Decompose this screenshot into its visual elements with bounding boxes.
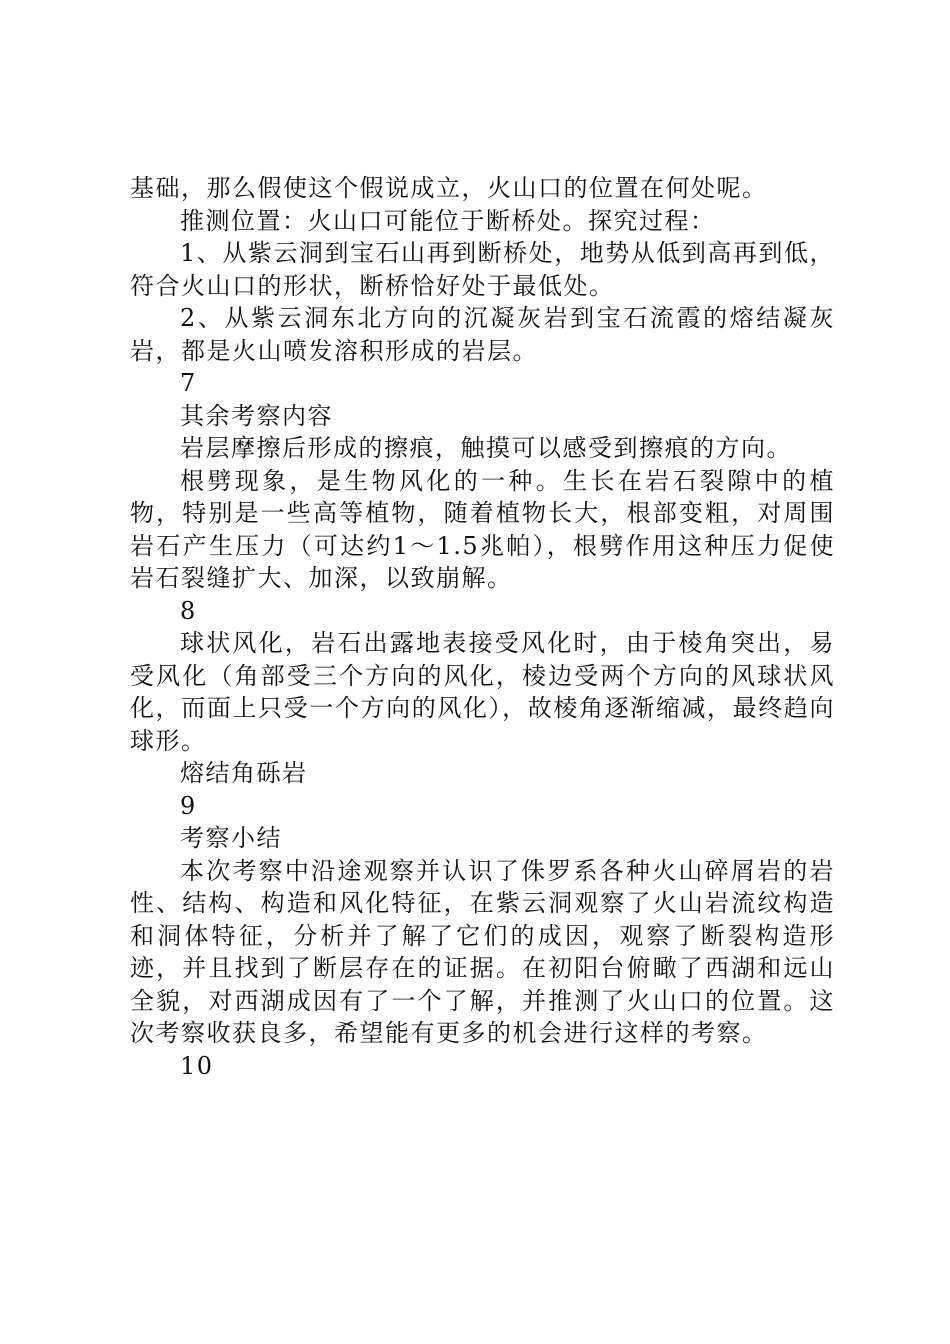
paragraph-reason-1: 1、从紫云洞到宝石山再到断桥处，地势从低到高再到低，符合火山口的形状，断桥恰好处于最低处。	[130, 239, 835, 300]
document-body	[130, 172, 835, 1082]
page-number-7: 7	[180, 369, 197, 397]
section-heading-other: 其余考察内容	[180, 401, 333, 430]
paragraph-continuation: 基础，那么假使这个假说成立，火山口的位置在何处呢。	[130, 174, 768, 202]
paragraph-root-wedging: 根劈现象，是生物风化的一种。生长在岩石裂隙中的植物，特别是一些高等植物，随着植物长大，根部变粗，对周围岩石产生压力（可达约1～1.5兆帕），根劈作用这种压力促使岩石裂缝扩大、加深，以致崩解。	[130, 466, 835, 592]
paragraph-reason-2: 2、从紫云洞东北方向的沉凝灰岩到宝石流霞的熔结凝灰岩，都是火山喷发溶积形成的岩层。	[130, 304, 835, 365]
paragraph-spheroidal-weathering: 球状风化，岩石出露地表接受风化时，由于棱角突出，易受风化（角部受三个方向的风化，棱边受两个方向的风球状风化，而面上只受一个方向的风化），故棱角逐渐缩减，最终趋向球形。	[130, 629, 835, 755]
page-number-9: 9	[180, 791, 197, 820]
caption-welded-breccia: 熔结角砾岩	[180, 759, 308, 787]
section-heading-summary: 考察小结	[180, 824, 282, 852]
paragraph-scratch-marks: 岩层摩擦后形成的擦痕，触摸可以感受到擦痕的方向。	[180, 434, 792, 462]
page-number-8: 8	[180, 596, 197, 625]
page-number-10: 10	[180, 1051, 214, 1080]
paragraph-summary: 本次考察中沿途观察并认识了侏罗系各种火山碎屑岩的岩性、结构、构造和风化特征，在紫云洞观察了火山岩流纹构造和洞体特征，分析并了解了它们的成因，观察了断裂构造形迹，并且找到了断层存在的证据。在初阳台俯瞰了西湖和远山全貌，对西湖成因有了一个了解，并推测了火山口的位置。这次考察收获良多，希望能有更多的机会进行这样的考察。	[130, 856, 835, 1047]
paragraph-hypothesis: 推测位置：火山口可能位于断桥处。探究过程：	[180, 206, 716, 235]
